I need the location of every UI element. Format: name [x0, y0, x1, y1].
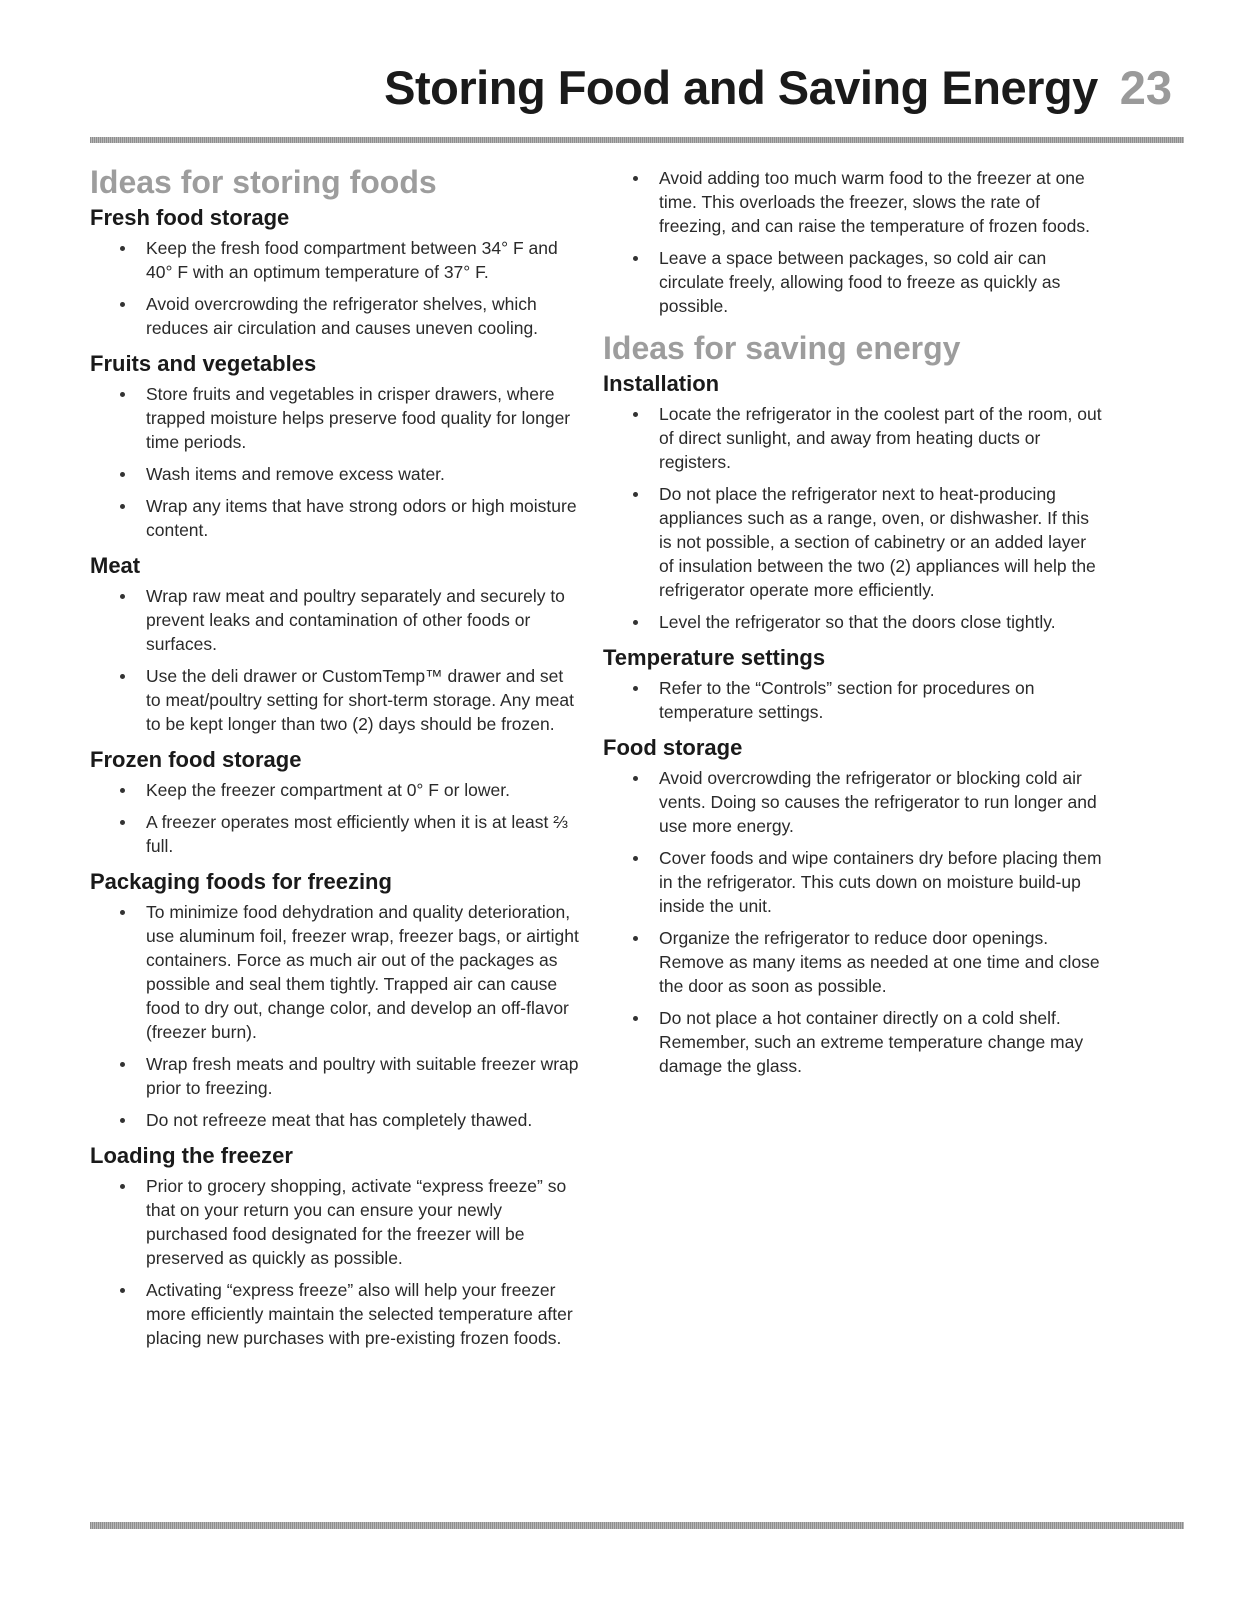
list-item: A freezer operates most efficiently when it is at least ⅔ full.: [90, 810, 580, 858]
right-column: [603, 162, 1103, 1088]
subheading-fruits-vegetables: Fruits and vegetables: [90, 351, 317, 376]
bullet-icon: [633, 412, 638, 417]
installation-list: [603, 402, 1103, 634]
subheading-meat: Meat: [90, 553, 141, 578]
left-column: [90, 162, 580, 1360]
food-storage-list: [603, 766, 1103, 1078]
list-item: Level the refrigerator so that the doors close tightly.: [603, 610, 1103, 634]
list-item: Wash items and remove excess water.: [90, 462, 580, 486]
bullet-icon: [120, 820, 125, 825]
list-item: Wrap any items that have strong odors or high moisture content.: [90, 494, 580, 542]
meat-list: [90, 584, 580, 736]
page-title: Storing Food and Saving Energy: [384, 61, 1098, 114]
subheading-installation: Installation: [603, 371, 720, 396]
bullet-icon: [633, 620, 638, 625]
loading-freezer-continued-list: [603, 166, 1103, 318]
subheading-fresh-food-storage: Fresh food storage: [90, 205, 290, 230]
list-item: Organize the refrigerator to reduce door openings. Remove as many items as needed at one time and close the door as soon as possible.: [603, 926, 1103, 998]
bullet-icon: [120, 1288, 125, 1293]
list-item: Do not refreeze meat that has completely thawed.: [90, 1108, 580, 1132]
list-item: Wrap raw meat and poultry separately and securely to prevent leaks and contamination of other foods or surfaces.: [90, 584, 580, 656]
bullet-icon: [120, 504, 125, 509]
list-item: Avoid overcrowding the refrigerator shelves, which reduces air circulation and causes uneven cooling.: [90, 292, 580, 340]
bullet-icon: [633, 936, 638, 941]
list-item: Activating “express freeze” also will help your freezer more efficiently maintain the selected temperature after placing new purchases with pre-existing frozen foods.: [90, 1278, 580, 1350]
footer-rule: [90, 1522, 1184, 1529]
subheading-frozen-food-storage: Frozen food storage: [90, 747, 302, 772]
bullet-icon: [120, 788, 125, 793]
list-item: Avoid overcrowding the refrigerator or blocking cold air vents. Doing so causes the refrigerator to run longer and use more energy.: [603, 766, 1103, 838]
list-item: Avoid adding too much warm food to the freezer at one time. This overloads the freezer, slows the rate of freezing, and can raise the temperature of frozen foods.: [603, 166, 1103, 238]
list-item: Wrap fresh meats and poultry with suitable freezer wrap prior to freezing.: [90, 1052, 580, 1100]
fruits-vegetables-list: [90, 382, 580, 542]
bullet-icon: [120, 472, 125, 477]
list-item: Prior to grocery shopping, activate “express freeze” so that on your return you can ensure your newly purchased food designated for the freezer will be preserved as quickly as possible.: [90, 1174, 580, 1270]
subheading-loading-freezer: Loading the freezer: [90, 1143, 293, 1168]
packaging-list: [90, 900, 580, 1132]
bullet-icon: [633, 856, 638, 861]
bullet-icon: [633, 176, 638, 181]
list-item: Leave a space between packages, so cold air can circulate freely, allowing food to freeze as quickly as possible.: [603, 246, 1103, 318]
loading-freezer-list: [90, 1174, 580, 1350]
bullet-icon: [120, 1118, 125, 1123]
bullet-icon: [120, 910, 125, 915]
bullet-icon: [120, 302, 125, 307]
bullet-icon: [633, 776, 638, 781]
temperature-settings-list: [603, 676, 1103, 724]
bullet-icon: [120, 1184, 125, 1189]
section-title-storing-foods: Ideas for storing foods: [90, 164, 437, 200]
subheading-food-storage: Food storage: [603, 735, 743, 760]
bullet-icon: [633, 1016, 638, 1021]
subheading-packaging-foods: Packaging foods for freezing: [90, 869, 392, 894]
list-item: Cover foods and wipe containers dry before placing them in the refrigerator. This cuts down on moisture build-up inside the unit.: [603, 846, 1103, 918]
page-number: 23: [1119, 61, 1172, 114]
section-title-saving-energy: Ideas for saving energy: [603, 330, 961, 366]
list-item: Use the deli drawer or CustomTemp™ drawer and set to meat/poultry setting for short-term storage. Any meat to be kept longer than two (2) days should be frozen.: [90, 664, 580, 736]
bullet-icon: [120, 1062, 125, 1067]
list-item: Do not place the refrigerator next to heat-producing appliances such as a range, oven, or dishwasher. If this is not possible, a section of cabinetry or an added layer of insulation between the two (2) appliances will help the refrigerator operate more efficiently.: [603, 482, 1103, 602]
bullet-icon: [633, 256, 638, 261]
list-item: Keep the freezer compartment at 0° F or lower.: [90, 778, 580, 802]
subheading-temperature-settings: Temperature settings: [603, 645, 826, 670]
header-rule: [90, 137, 1184, 143]
frozen-food-list: [90, 778, 580, 858]
bullet-icon: [120, 674, 125, 679]
list-item: Store fruits and vegetables in crisper drawers, where trapped moisture helps preserve food quality for longer time periods.: [90, 382, 580, 454]
list-item: Refer to the “Controls” section for procedures on temperature settings.: [603, 676, 1103, 724]
list-item: To minimize food dehydration and quality deterioration, use aluminum foil, freezer wrap, freezer bags, or airtight containers. Force as much air out of the packages as possible and seal them tightly. Trapped air can cause food to dry out, change color, and develop an off-flavor (freezer burn).: [90, 900, 580, 1044]
list-item: Do not place a hot container directly on a cold shelf. Remember, such an extreme temperature change may damage the glass.: [603, 1006, 1103, 1078]
bullet-icon: [633, 492, 638, 497]
fresh-food-list: [90, 236, 580, 340]
list-item: Keep the fresh food compartment between 34° F and 40° F with an optimum temperature of 37° F.: [90, 236, 580, 284]
bullet-icon: [120, 246, 125, 251]
list-item: Locate the refrigerator in the coolest part of the room, out of direct sunlight, and away from heating ducts or registers.: [603, 402, 1103, 474]
page-header: [90, 60, 1180, 130]
bullet-icon: [633, 686, 638, 691]
bullet-icon: [120, 392, 125, 397]
bullet-icon: [120, 594, 125, 599]
